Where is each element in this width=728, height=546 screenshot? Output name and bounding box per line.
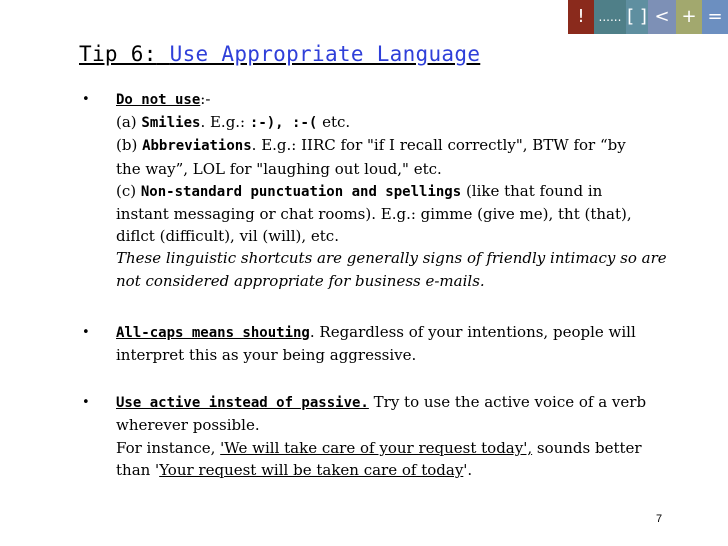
bullet2-text-cont: interpret this as your being aggressive. xyxy=(116,346,417,365)
bullet-marker: • xyxy=(82,395,90,411)
angle-brackets-icon: < > xyxy=(648,0,676,34)
example-than: than ' xyxy=(116,460,160,479)
item-c-text-cont2: diflct (difficult), vil (will), etc. xyxy=(116,227,339,246)
item-a-heading: Smilies xyxy=(141,115,201,132)
item-c-text: (like that found in xyxy=(461,181,603,200)
note-line-1: These linguistic shortcuts are generally signs of friendly intimacy so are xyxy=(116,249,667,268)
exclamation-icon: ! xyxy=(568,0,594,34)
plus-icon: + xyxy=(676,0,702,34)
item-a-prefix: (a) xyxy=(116,113,142,132)
dotted-line-icon: ...... xyxy=(594,0,626,34)
slide-title xyxy=(79,42,480,66)
item-b-heading: Abbreviations xyxy=(142,138,252,155)
bullet3-text: Try to use the active voice of a verb xyxy=(368,393,647,412)
item-b-prefix: (b) xyxy=(116,136,143,155)
item-c-heading: Non-standard punctuation and spellings xyxy=(140,183,462,200)
example-passive-sentence: Your request will be taken care of today xyxy=(159,460,464,479)
title-prefix: Tip 6: xyxy=(79,42,157,66)
bullet-active-voice xyxy=(82,391,702,481)
example-end: '. xyxy=(463,460,473,479)
bullet-list xyxy=(82,88,702,481)
example-active-sentence: 'We will take care of your request today', xyxy=(220,438,533,457)
decorative-icon-bar xyxy=(568,0,728,61)
title-main: Use Appropriate Language xyxy=(169,42,481,66)
item-b-text: . E.g.: IIRC for "if I recall correctly", BTW for “by xyxy=(251,136,626,155)
bullet3-text-cont: wherever possible. xyxy=(116,416,260,435)
example-text: sounds better xyxy=(532,438,642,457)
bullet2-heading: All-caps means shouting xyxy=(116,324,310,341)
item-b-text-cont: the way”, LOL for "laughing out loud," etc. xyxy=(116,159,442,178)
bullet-marker: • xyxy=(82,92,90,107)
equals-icon: = xyxy=(702,0,728,34)
example-prefix: For instance, xyxy=(116,438,221,457)
bullet1-heading-suffix: :- xyxy=(200,90,211,108)
bullet2-text: . Regardless of your intentions, people will xyxy=(309,322,636,341)
brackets-icon: [ ] xyxy=(626,0,648,34)
item-a-text: . E.g.: xyxy=(200,113,250,132)
bullet-do-not-use xyxy=(82,88,702,292)
bullet-marker: • xyxy=(82,324,90,340)
bullet-all-caps xyxy=(82,321,702,366)
bullet1-heading: Do not use xyxy=(116,92,201,108)
page-number: 7 xyxy=(656,513,663,525)
item-c-prefix: (c) xyxy=(116,181,141,200)
note-line-2: not considered appropriate for business e-mails. xyxy=(116,271,485,290)
item-a-smilies: :-), :-( xyxy=(249,115,318,132)
item-a-end: etc. xyxy=(317,113,351,132)
bullet3-heading: Use active instead of passive. xyxy=(116,395,369,412)
item-c-text-cont: instant messaging or chat rooms). E.g.: gimme (give me), tht (that), xyxy=(116,205,632,224)
